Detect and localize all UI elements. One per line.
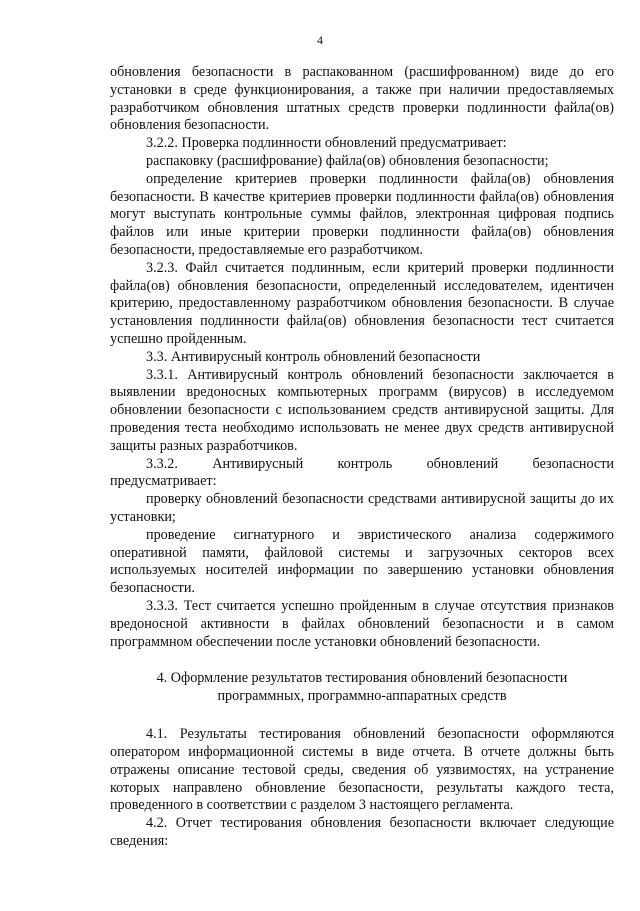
paragraph-4-1: 4.1. Результаты тестирования обновлений безопасности оформляются оператором информационной системы в виде отчета. В отчете должны быть отражены описание тестовой среды, сведения об уязвимостях, на устранение которых направлено обновление безопасности, результаты каждого теста, проведенного в соответствии с разделом 3 настоящего регламента. bbox=[110, 726, 614, 814]
paragraph-4-2: 4.2. Отчет тестирования обновления безопасности включает следующие сведения: bbox=[110, 815, 614, 850]
section-4-heading-line2: программных, программно-аппаратных средств bbox=[217, 688, 507, 705]
page-number: 4 bbox=[317, 33, 323, 47]
paragraph-3-3-1: 3.3.1. Антивирусный контроль обновлений безопасности заключается в выявлении вредоносных компьютерных программ (вирусов) в исследуемом обновлении безопасности с использованием средств антивирусной защиты. Для проведения теста необходимо использовать не менее двух средств антивирусной защиты разных разработчиков. bbox=[110, 366, 614, 454]
section-4-heading bbox=[110, 669, 614, 705]
section-4-heading-line1: 4. Оформление результатов тестирования обновлений безопасности bbox=[156, 670, 568, 687]
paragraph-3-3-3: 3.3.3. Тест считается успешно пройденным в случае отсутствия признаков вредоносной активности в файлах обновлений безопасности и в самом программном обеспечении после установки обновлений безопасности. bbox=[110, 597, 614, 650]
list-item-signature-analysis: проведение сигнатурного и эвристического анализа содержимого оперативной памяти, файловой системы и загрузочных секторов всех используемых носителей информации по завершению установки обновления безопасности. bbox=[110, 526, 614, 597]
document-body bbox=[110, 64, 614, 851]
paragraph-3-3-2: 3.3.2. Антивирусный контроль обновлений безопасности предусматривает: bbox=[110, 455, 614, 490]
list-item-unpacking: распаковку (расшифрование) файла(ов) обновления безопасности; bbox=[146, 152, 549, 169]
paragraph-3-2-3: 3.2.3. Файл считается подлинным, если критерий проверки подлинности файла(ов) обновления безопасности, определенный исследователем, идентичен критерию, предоставленному разработчиком обновления безопасности. В случае установления подлинности файла(ов) обновления безопасности тест считается успешно пройденным. bbox=[110, 259, 614, 347]
list-item-criteria: определение критериев проверки подлинности файла(ов) обновления безопасности. В качестве критериев проверки подлинности файла(ов) обновления могут выступать контрольные суммы файлов, электронная цифровая подпись файлов или иные критерии проверки подлинности файла(ов) обновления безопасности, предоставляемые его разработчиком. bbox=[110, 170, 614, 258]
subheading-3-3: 3.3. Антивирусный контроль обновлений безопасности bbox=[146, 348, 481, 365]
list-item-antivirus-check: проверку обновлений безопасности средствами антивирусной защиты до их установки; bbox=[110, 491, 614, 525]
paragraph-3-2-2: 3.2.2. Проверка подлинности обновлений предусматривает: bbox=[146, 135, 507, 152]
paragraph-continuation: обновления безопасности в распакованном (расшифрованном) виде до его установки в среде функционирования, а также при наличии предоставляемых разработчиком обновления штатных средств проверки подлинности файла(ов) обновления безопасности. bbox=[110, 64, 614, 134]
